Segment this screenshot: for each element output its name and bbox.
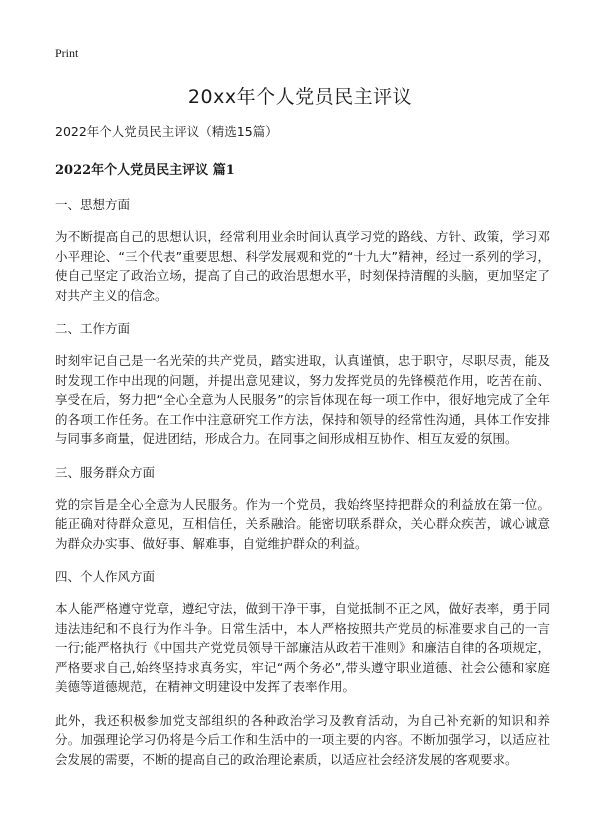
paragraph: 本人能严格遵守党章，遵纪守法，做到干净干事，自觉抵制不正之风，做好表率，勇于同违法违纪和不良行为作斗争。日常生活中，本人严格按照共产党员的标准要求自己的一言一行;能严格执行《中国共产党党员领导干部廉洁从政若干准则》和廉洁自律的各项规定，严格要求自己,始终坚持求真务实，牢记“两个务必”,带头遵守职业道德、社会公德和家庭美德等道德规范，在精神文明建设中发挥了表率作用。 (55, 601, 550, 694)
section-heading: 三、服务群众方面 (55, 464, 156, 480)
print-link[interactable]: Print (55, 46, 79, 60)
document-content (55, 122, 550, 783)
section-work (55, 319, 550, 449)
document-subtitle: 2022年个人党员民主评议（精选15篇） (55, 124, 278, 139)
paragraph: 党的宗旨是全心全意为人民服务。作为一个党员，我始终坚持把群众的利益放在第一位。能正确对待群众意见，互相信任，关系融洽。能密切联系群众，关心群众疾苦，诚心诚意为群众办实事、做好事、解难事，自觉维护群众的利益。 (55, 496, 550, 551)
section-service (55, 463, 550, 554)
document-title: 20xx年个人党员民主评议 (187, 86, 413, 108)
section-heading: 二、工作方面 (55, 321, 131, 336)
section-heading: 四、个人作风方面 (55, 569, 156, 584)
paragraph: 此外，我还积极参加党支部组织的各种政治学习及教育活动，为自己补充新的知识和养分。加强理论学习仍将是今后工作和生活中的一项主要的内容。不断加强学习，以适应社会发展的需要，不断的提高自己的政治理论素质，以适应社会经济发展的客观要求。 (55, 712, 550, 767)
section-conduct (55, 567, 550, 769)
section-heading: 一、思想方面 (55, 197, 131, 212)
section-thought (55, 195, 550, 305)
article-heading: 2022年个人党员民主评议 篇1 (55, 163, 235, 178)
paragraph: 时刻牢记自己是一名光荣的共产党员，踏实进取，认真谨慎，忠于职守，尽职尽责，能及时发现工作中出现的问题，并提出意见建议，努力发挥党员的先锋模范作用，吃苦在前、享受在后，努力把“全心全意为人民服务”的宗旨体现在每一项工作中，很好地完成了全年的各项工作任务。在工作中注意研究工作方法，保持和领导的经常性沟通，具体工作安排与同事多商量，促进团结，形成合力。在同事之间形成相互协作、相互友爱的氛围。 (55, 353, 550, 446)
paragraph: 为不断提高自己的思想认识，经常利用业余时间认真学习党的路线、方针、政策，学习邓小平理论、“三个代表”重要思想、科学发展观和党的“十九大”精神，经过一系列的学习，使自己坚定了政治立场，提高了自己的政治思想水平，时刻保持清醒的头脑，更加坚定了对共产主义的信念。 (55, 229, 550, 303)
